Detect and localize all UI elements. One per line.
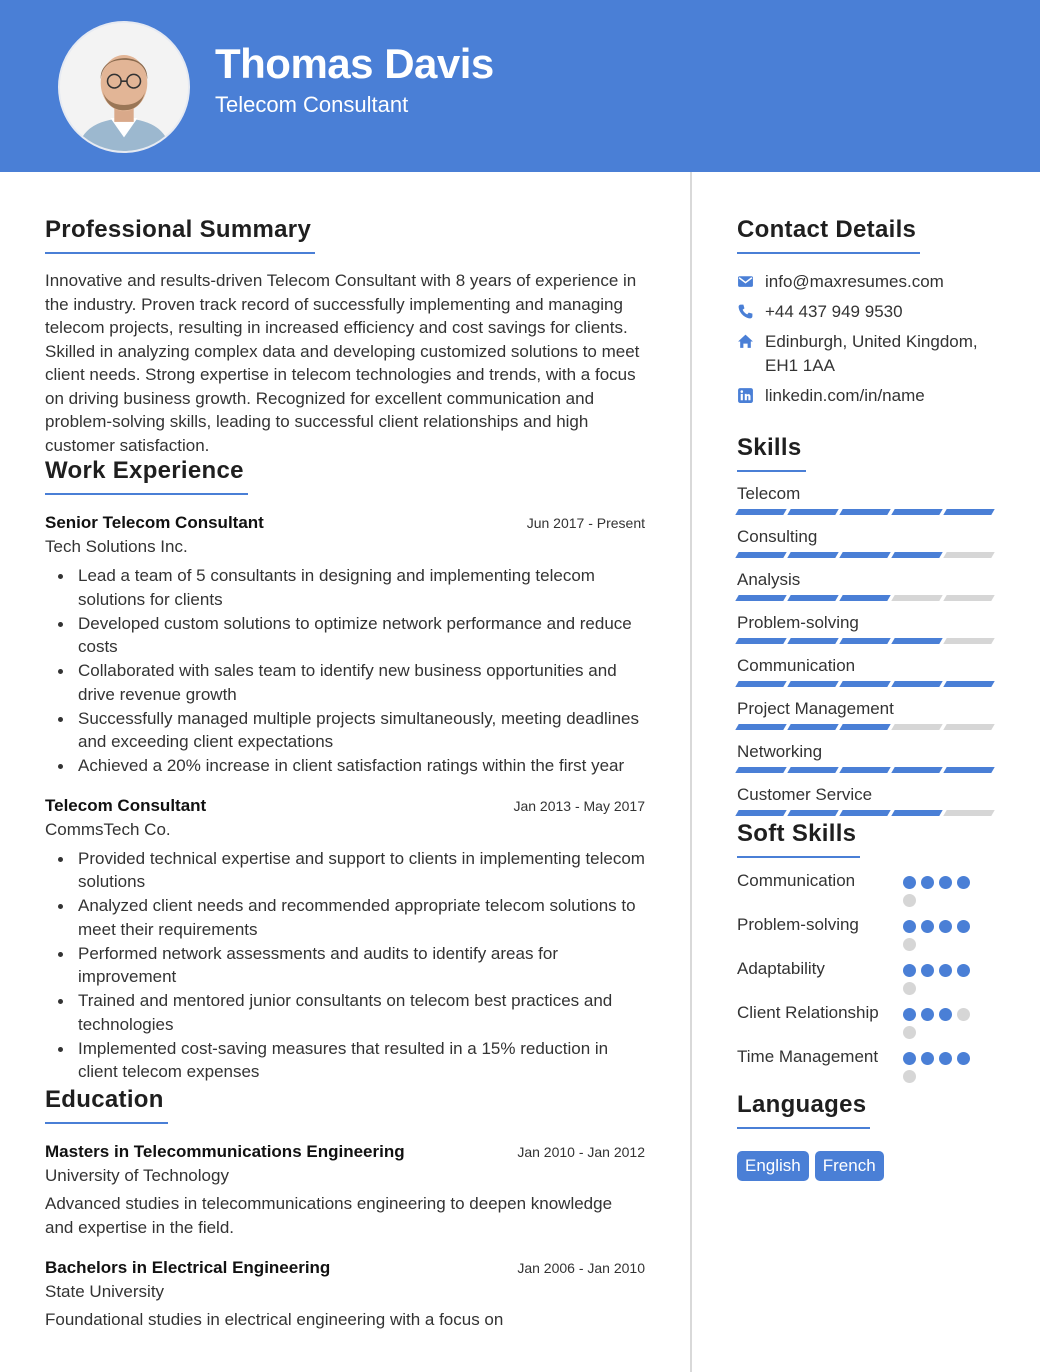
skill-level-segment (839, 509, 890, 515)
rating-dot (903, 1070, 916, 1083)
experience-heading: Work Experience (45, 457, 248, 495)
skill-level-segment (839, 552, 890, 558)
skill-item (737, 655, 997, 687)
contact-linkedin[interactable] (737, 384, 997, 408)
soft-skill-rating (903, 1001, 975, 1039)
skill-level-bar (737, 681, 997, 687)
rating-dot (957, 1052, 970, 1065)
skill-level-segment (943, 552, 994, 558)
rating-dot (903, 1008, 916, 1021)
job-header (45, 513, 645, 533)
candidate-title: Telecom Consultant (215, 92, 409, 117)
education-heading: Education (45, 1086, 168, 1124)
skill-level-segment (735, 552, 786, 558)
rating-dot (939, 964, 952, 977)
job-title: Telecom Consultant (45, 795, 207, 815)
rating-dot (939, 876, 952, 889)
education-date: Jan 2010 - Jan 2012 (517, 1143, 645, 1160)
skill-level-segment (943, 638, 994, 644)
skill-level-bar (737, 638, 997, 644)
rating-dot (921, 1052, 934, 1065)
education-school: State University (45, 1281, 165, 1301)
skill-level-bar (737, 724, 997, 730)
job-date: Jun 2017 - Present (526, 515, 645, 531)
rating-dot (903, 964, 916, 977)
skill-level-segment (735, 810, 786, 816)
rating-dot (921, 1008, 934, 1021)
rating-dot (903, 876, 916, 889)
skill-level-segment (943, 681, 994, 687)
soft-skill-item (737, 913, 997, 951)
rating-dot (921, 964, 934, 977)
person-portrait-icon (60, 23, 188, 151)
language-badge: French (815, 1151, 884, 1181)
skill-level-segment (943, 595, 994, 601)
skill-level-segment (839, 724, 890, 730)
skill-name: Analysis (737, 570, 801, 589)
contact-linkedin-text: linkedin.com/in/name (765, 385, 925, 405)
rating-dot (957, 1008, 970, 1021)
job-bullets (45, 847, 645, 1084)
soft-skill-item (737, 869, 997, 907)
language-badge: English (737, 1151, 809, 1181)
skill-level-segment (839, 595, 890, 601)
linkedin-icon (737, 384, 765, 407)
skill-name: Problem-solving (737, 613, 859, 632)
job-bullet: Collaborated with sales team to identify new business opportunities and drive revenue growth (45, 659, 645, 706)
education-degree: Masters in Telecommunications Engineering (45, 1141, 405, 1161)
rating-dot (957, 964, 970, 977)
skill-level-segment (787, 767, 838, 773)
skill-level-segment (787, 810, 838, 816)
skill-level-segment (891, 681, 942, 687)
skill-level-segment (943, 724, 994, 730)
skill-level-segment (943, 767, 994, 773)
skill-name: Communication (737, 656, 856, 675)
skill-level-segment (787, 638, 838, 644)
skill-name: Telecom (737, 484, 801, 503)
profile-photo (58, 21, 190, 153)
skill-level-segment (891, 724, 942, 730)
skill-level-segment (839, 767, 890, 773)
skill-level-segment (787, 552, 838, 558)
skill-item (737, 698, 997, 730)
education-header (45, 1142, 645, 1162)
skill-level-segment (943, 509, 994, 515)
education-header (45, 1258, 645, 1278)
education-entry (45, 1142, 645, 1240)
candidate-name: Thomas Davis (215, 40, 494, 87)
skill-level-segment (735, 595, 786, 601)
main-column (45, 172, 645, 1332)
skill-level-segment (891, 767, 942, 773)
summary-text: Innovative and results-driven Telecom Consultant with 8 years of experience in the industry. Proven track record of successfully implementing and managing telecom projects, resulting in increased efficiency and cost savings for clients. Skilled in analyzing complex data and developing customized solutions to meet client needs. Strong expertise in telecom technologies and trends, with a focus on driving business growth. Recognized for excellent communication and problem-solving skills, leading to successful client relationships and high customer satisfaction. (45, 271, 640, 455)
soft-skills-heading: Soft Skills (737, 820, 860, 858)
languages-list (737, 1151, 997, 1181)
soft-skill-rating (903, 957, 975, 995)
soft-skill-item (737, 957, 997, 995)
job-bullet: Trained and mentored junior consultants on telecom best practices and technologies (45, 989, 645, 1036)
skill-level-segment (891, 638, 942, 644)
rating-dot (903, 982, 916, 995)
contact-address (737, 330, 997, 377)
contact-address-text: Edinburgh, United Kingdom, EH1 1AA (765, 332, 978, 375)
skill-level-segment (891, 595, 942, 601)
contact-heading: Contact Details (737, 216, 920, 254)
job-bullet: Provided technical expertise and support to clients in implementing telecom solutions (45, 847, 645, 894)
rating-dot (921, 920, 934, 933)
job-list (45, 513, 645, 1084)
soft-skill-item (737, 1001, 997, 1039)
skills-list (737, 483, 997, 816)
soft-skill-rating (903, 869, 975, 907)
skill-level-bar (737, 552, 997, 558)
education-date: Jan 2006 - Jan 2010 (517, 1259, 645, 1276)
soft-skill-rating (903, 1045, 975, 1083)
education-entry (45, 1258, 645, 1332)
education-degree: Bachelors in Electrical Engineering (45, 1257, 331, 1277)
job-bullet: Implemented cost-saving measures that resulted in a 15% reduction in client telecom expenses (45, 1037, 645, 1084)
job-bullet: Performed network assessments and audits to identify areas for improvement (45, 942, 645, 989)
skill-level-segment (891, 552, 942, 558)
rating-dot (903, 894, 916, 907)
contact-phone-text: +44 437 949 9530 (765, 302, 903, 321)
soft-skill-name: Time Management (737, 1047, 879, 1066)
skill-level-segment (839, 681, 890, 687)
contact-email[interactable] (737, 270, 997, 294)
education-list (45, 1142, 645, 1332)
skill-item (737, 526, 997, 558)
skill-level-segment (839, 638, 890, 644)
job-bullet: Achieved a 20% increase in client satisfaction ratings within the first year (45, 754, 645, 778)
job-entry (45, 513, 645, 778)
skill-level-segment (839, 810, 890, 816)
job-bullet: Lead a team of 5 consultants in designing and implementing telecom solutions for clients (45, 564, 645, 611)
rating-dot (903, 1026, 916, 1039)
job-company: Tech Solutions Inc. (45, 537, 188, 556)
rating-dot (903, 938, 916, 951)
home-icon (737, 330, 765, 353)
skill-level-segment (787, 724, 838, 730)
skills-heading: Skills (737, 434, 806, 472)
soft-skill-name: Client Relationship (737, 1003, 879, 1022)
job-bullets (45, 564, 645, 778)
rating-dot (939, 1052, 952, 1065)
education-school: University of Technology (45, 1165, 229, 1185)
skill-level-segment (891, 810, 942, 816)
contact-phone[interactable] (737, 300, 997, 324)
job-company: CommsTech Co. (45, 819, 171, 839)
rating-dot (939, 920, 952, 933)
soft-skill-name: Adaptability (737, 959, 825, 978)
skill-name: Customer Service (737, 785, 873, 804)
soft-skill-rating (903, 913, 975, 951)
job-bullet: Successfully managed multiple projects simultaneously, meeting deadlines and exceeding client expectations (45, 707, 645, 754)
contact-list (737, 270, 997, 407)
rating-dot (903, 1052, 916, 1065)
rating-dot (903, 920, 916, 933)
rating-dot (939, 1008, 952, 1021)
summary-heading: Professional Summary (45, 216, 315, 254)
education-description: Foundational studies in electrical engineering with a focus on (45, 1309, 504, 1329)
job-bullet: Developed custom solutions to optimize network performance and reduce costs (45, 612, 645, 659)
soft-skill-item (737, 1045, 997, 1083)
soft-skill-name: Problem-solving (737, 915, 859, 934)
skill-level-bar (737, 509, 997, 515)
rating-dot (957, 920, 970, 933)
envelope-icon (737, 270, 765, 293)
skill-item (737, 612, 997, 644)
skill-level-segment (735, 638, 786, 644)
job-header (45, 796, 645, 816)
skill-level-bar (737, 767, 997, 773)
job-entry (45, 796, 645, 1084)
skill-level-segment (891, 509, 942, 515)
sidebar-column (737, 172, 997, 1181)
job-date: Jan 2013 - May 2017 (513, 797, 645, 814)
languages-heading: Languages (737, 1091, 870, 1129)
skill-level-bar (737, 810, 997, 816)
skill-item (737, 784, 997, 816)
skill-name: Project Management (737, 699, 894, 718)
skill-level-segment (735, 509, 786, 515)
job-bullet: Analyzed client needs and recommended appropriate telecom solutions to meet their requirements (45, 894, 645, 941)
soft-skill-name: Communication (737, 871, 856, 890)
column-divider (690, 172, 692, 1372)
rating-dot (957, 876, 970, 889)
job-title: Senior Telecom Consultant (45, 513, 264, 532)
education-description: Advanced studies in telecommunications engineering to deepen knowledge and expertise in the field. (45, 1193, 613, 1237)
skill-level-segment (943, 810, 994, 816)
soft-skills-list (737, 869, 997, 1083)
skill-item (737, 483, 997, 515)
resume-header (0, 0, 1040, 172)
skill-name: Networking (737, 742, 823, 761)
rating-dot (921, 876, 934, 889)
skill-item (737, 741, 997, 773)
skill-level-segment (735, 724, 786, 730)
skill-level-segment (787, 509, 838, 515)
skill-name: Consulting (737, 527, 818, 546)
phone-icon (737, 300, 765, 323)
skill-level-segment (735, 767, 786, 773)
skill-level-bar (737, 595, 997, 601)
skill-level-segment (787, 681, 838, 687)
skill-item (737, 569, 997, 601)
skill-level-segment (735, 681, 786, 687)
skill-level-segment (787, 595, 838, 601)
contact-email-text: info@maxresumes.com (765, 272, 944, 291)
